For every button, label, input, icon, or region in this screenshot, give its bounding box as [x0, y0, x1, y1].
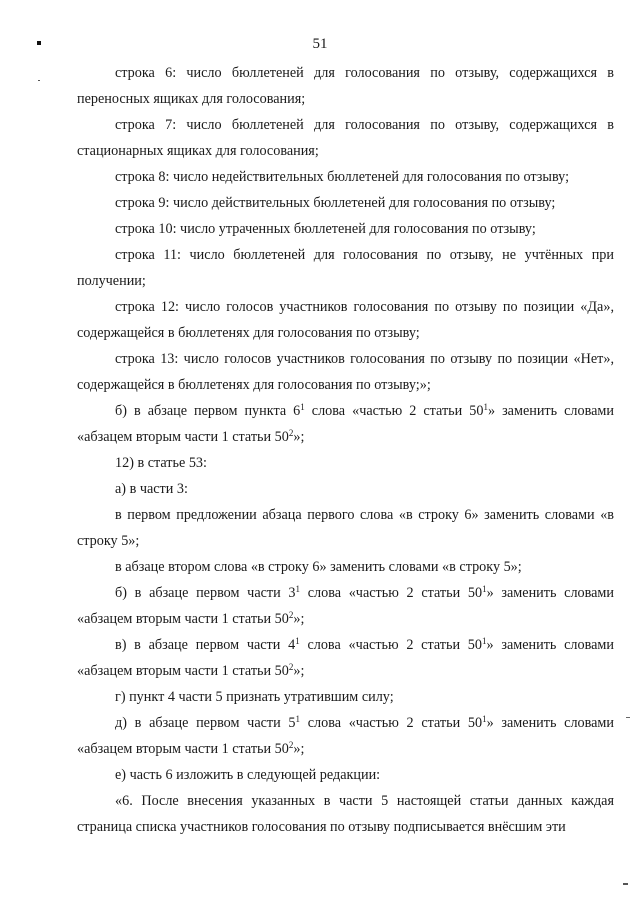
superscript: 2 [288, 662, 294, 672]
superscript: 1 [295, 714, 301, 724]
paragraph-text: слова «частью 2 статьи 50 [304, 403, 484, 419]
paragraph [77, 294, 614, 346]
paragraph-text: строка 7: число бюллетеней для голосования по отзыву, содержащихся в стационарных ящиках для голосования; [77, 117, 614, 159]
superscript: 1 [482, 714, 487, 724]
paragraph-text: » заменить словами «абзацем вторым части 1 статьи 50 [77, 637, 614, 679]
paragraph [77, 242, 614, 294]
paragraph-text: в абзаце втором слова «в строку 6» заменить словами «в строку 5»; [115, 559, 522, 575]
paragraph [77, 60, 614, 112]
paragraph-text: »; [293, 741, 305, 757]
margin-tick [38, 80, 40, 81]
paragraph-text: »; [293, 663, 305, 679]
paragraph-text: строка 9: число действительных бюллетеней для голосования по отзыву; [115, 195, 556, 211]
paragraph-text: строка 8: число недействительных бюллетеней для голосования по отзыву; [115, 169, 570, 185]
paragraph [77, 398, 614, 450]
paragraph [77, 788, 614, 840]
paragraph-text: строка 12: число голосов участников голосования по отзыву по позиции «Да», содержащейся в бюллетенях для голосования по отзыву; [77, 299, 614, 341]
paragraph-text: в) в абзаце первом части 4 [115, 637, 296, 653]
paragraph-text: »; [293, 429, 305, 445]
paragraph [77, 580, 614, 632]
document-body [77, 60, 614, 840]
margin-mark [623, 883, 628, 885]
superscript: 2 [288, 740, 294, 750]
paragraph-text: строка 11: число бюллетеней для голосования по отзыву, не учтённых при получении; [77, 247, 614, 289]
paragraph-text: д) в абзаце первом части 5 [115, 715, 296, 731]
paragraph-text: строка 13: число голосов участников голосования по отзыву по позиции «Нет», содержащейся в бюллетенях для голосования по отзыву;»; [77, 351, 614, 393]
paragraph [77, 632, 614, 684]
paragraph [77, 554, 614, 580]
paragraph [77, 450, 614, 476]
superscript: 2 [288, 428, 294, 438]
paragraph [77, 164, 614, 190]
paragraph [77, 190, 614, 216]
paragraph-text: б) в абзаце первом части 3 [115, 585, 296, 601]
paragraph [77, 476, 614, 502]
paragraph-text: строка 10: число утраченных бюллетеней для голосования по отзыву; [115, 221, 536, 237]
paragraph [77, 112, 614, 164]
superscript: 1 [295, 584, 301, 594]
superscript: 1 [300, 402, 305, 412]
paragraph-text: строка 6: число бюллетеней для голосования по отзыву, содержащихся в переносных ящиках для голосования; [77, 65, 614, 107]
paragraph [77, 762, 614, 788]
paragraph [77, 684, 614, 710]
paragraph [77, 502, 614, 554]
superscript: 1 [295, 636, 300, 646]
paragraph [77, 216, 614, 242]
paragraph-text: » заменить словами «абзацем вторым части 1 статьи 50 [77, 715, 614, 757]
superscript: 1 [483, 402, 488, 412]
paragraph-text: »; [293, 611, 305, 627]
superscript: 1 [482, 584, 487, 594]
paragraph-text: слова «частью 2 статьи 50 [299, 637, 482, 653]
paragraph-text: » заменить словами «абзацем вторым части 1 статьи 50 [77, 403, 614, 445]
paragraph-text: б) в абзаце первом пункта 6 [115, 403, 301, 419]
paragraph-text: в первом предложении абзаца первого слова «в строку 6» заменить словами «в строку 5»; [77, 507, 614, 549]
paragraph [77, 346, 614, 398]
paragraph-text: «6. После внесения указанных в части 5 настоящей статьи данных каждая страница списка участников голосования по отзыву подписывается внёсшим эти [77, 793, 614, 835]
margin-mark [626, 717, 630, 718]
superscript: 2 [288, 610, 294, 620]
paragraph-text: » заменить словами «абзацем вторым части 1 статьи 50 [77, 585, 614, 627]
paragraph [77, 710, 614, 762]
page-number: 51 [312, 36, 328, 52]
paragraph-text: слова «частью 2 статьи 50 [300, 585, 483, 601]
paragraph-text: г) пункт 4 части 5 признать утратившим силу; [115, 689, 394, 705]
paragraph-text: слова «частью 2 статьи 50 [300, 715, 483, 731]
paragraph-text: 12) в статье 53: [115, 455, 207, 471]
paragraph-text: а) в части 3: [115, 481, 188, 497]
paragraph-text: е) часть 6 изложить в следующей редакции: [115, 767, 381, 783]
superscript: 1 [482, 636, 487, 646]
